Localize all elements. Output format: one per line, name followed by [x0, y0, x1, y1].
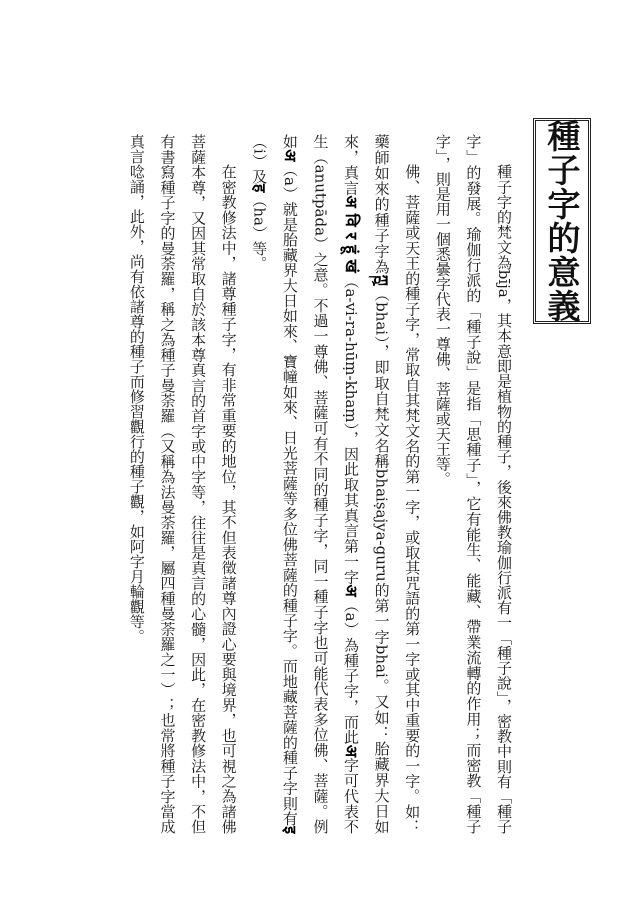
title-frame	[533, 118, 591, 324]
siddham-glyph: ह	[250, 183, 270, 193]
paragraph	[427, 134, 519, 834]
siddham-glyph: अ	[280, 149, 300, 162]
siddham-glyph: अ	[342, 584, 362, 597]
text-run: （a）為種子字，而此	[342, 596, 361, 745]
paragraph	[121, 134, 243, 834]
text-run: （ha）等。	[250, 192, 269, 271]
text-run: 佛、菩薩或天王的種子字，常取自其梵文名的第一字，或取其咒語的第一字或其中重要的一字。如：藥師如來的種子字為	[372, 134, 422, 834]
text-run: 在密教修法中，諸尊種子字，有非常重要的地位，其不但表徵諸尊內證心要與境界，也可視之為諸佛菩薩本尊，又因其常取自於該本尊真言的首字或中字等，往往是真言的心髓，因此，在密教修法中，不但有書寫種子字的曼荼羅，稱之為種子曼荼羅（又稱為法曼荼羅，屬四種曼荼羅之一）；也常將種子字當成真言唸誦，此外，尚有依諸尊的種子而修習觀行的種子觀，如阿字月輪觀等。	[127, 134, 238, 834]
siddham-glyph: इ	[280, 826, 300, 834]
text-run: 字可代表不生（anutpāda）之意。不過一尊佛、菩薩可有不同的種子字，同一種子字也可能代表多位佛、菩薩。例如	[280, 134, 361, 834]
page-title: 種子字的意義	[542, 119, 582, 323]
siddham-glyph: अ वि र हूं खं	[342, 195, 362, 273]
text-run: （bhai），即取自梵文名稱bhaiṣajya-guru的第一字bhai。又如：胎藏界大日如來，真言	[342, 134, 391, 834]
siddham-glyph: ཀྵ	[372, 274, 392, 286]
text-run: （a）就是胎藏界大日如來、寶幢如來、日光菩薩等多位佛菩薩的種子字。而地藏菩薩的種子字則有	[280, 161, 299, 827]
text-run: （a-vi-ra-hūṃ-khaṃ），因此取其真言第一字	[342, 272, 361, 585]
paragraph	[244, 134, 428, 834]
text-run: （i）及	[250, 134, 269, 184]
body-text	[59, 134, 519, 834]
siddham-glyph: अ	[342, 744, 362, 758]
text-run: 種子字的梵文為bīja，其本意即是植物的種子，後來佛教瑜伽行派有一「種子說」，密教中則有「種子字」的發展。瑜伽行派的「種子說」是指「思種子」，它有能生、能藏、帶業流轉的作用；而密教「種子字」，則是用一個悉曇字代表一尊佛、菩薩或天王等。	[433, 134, 513, 834]
